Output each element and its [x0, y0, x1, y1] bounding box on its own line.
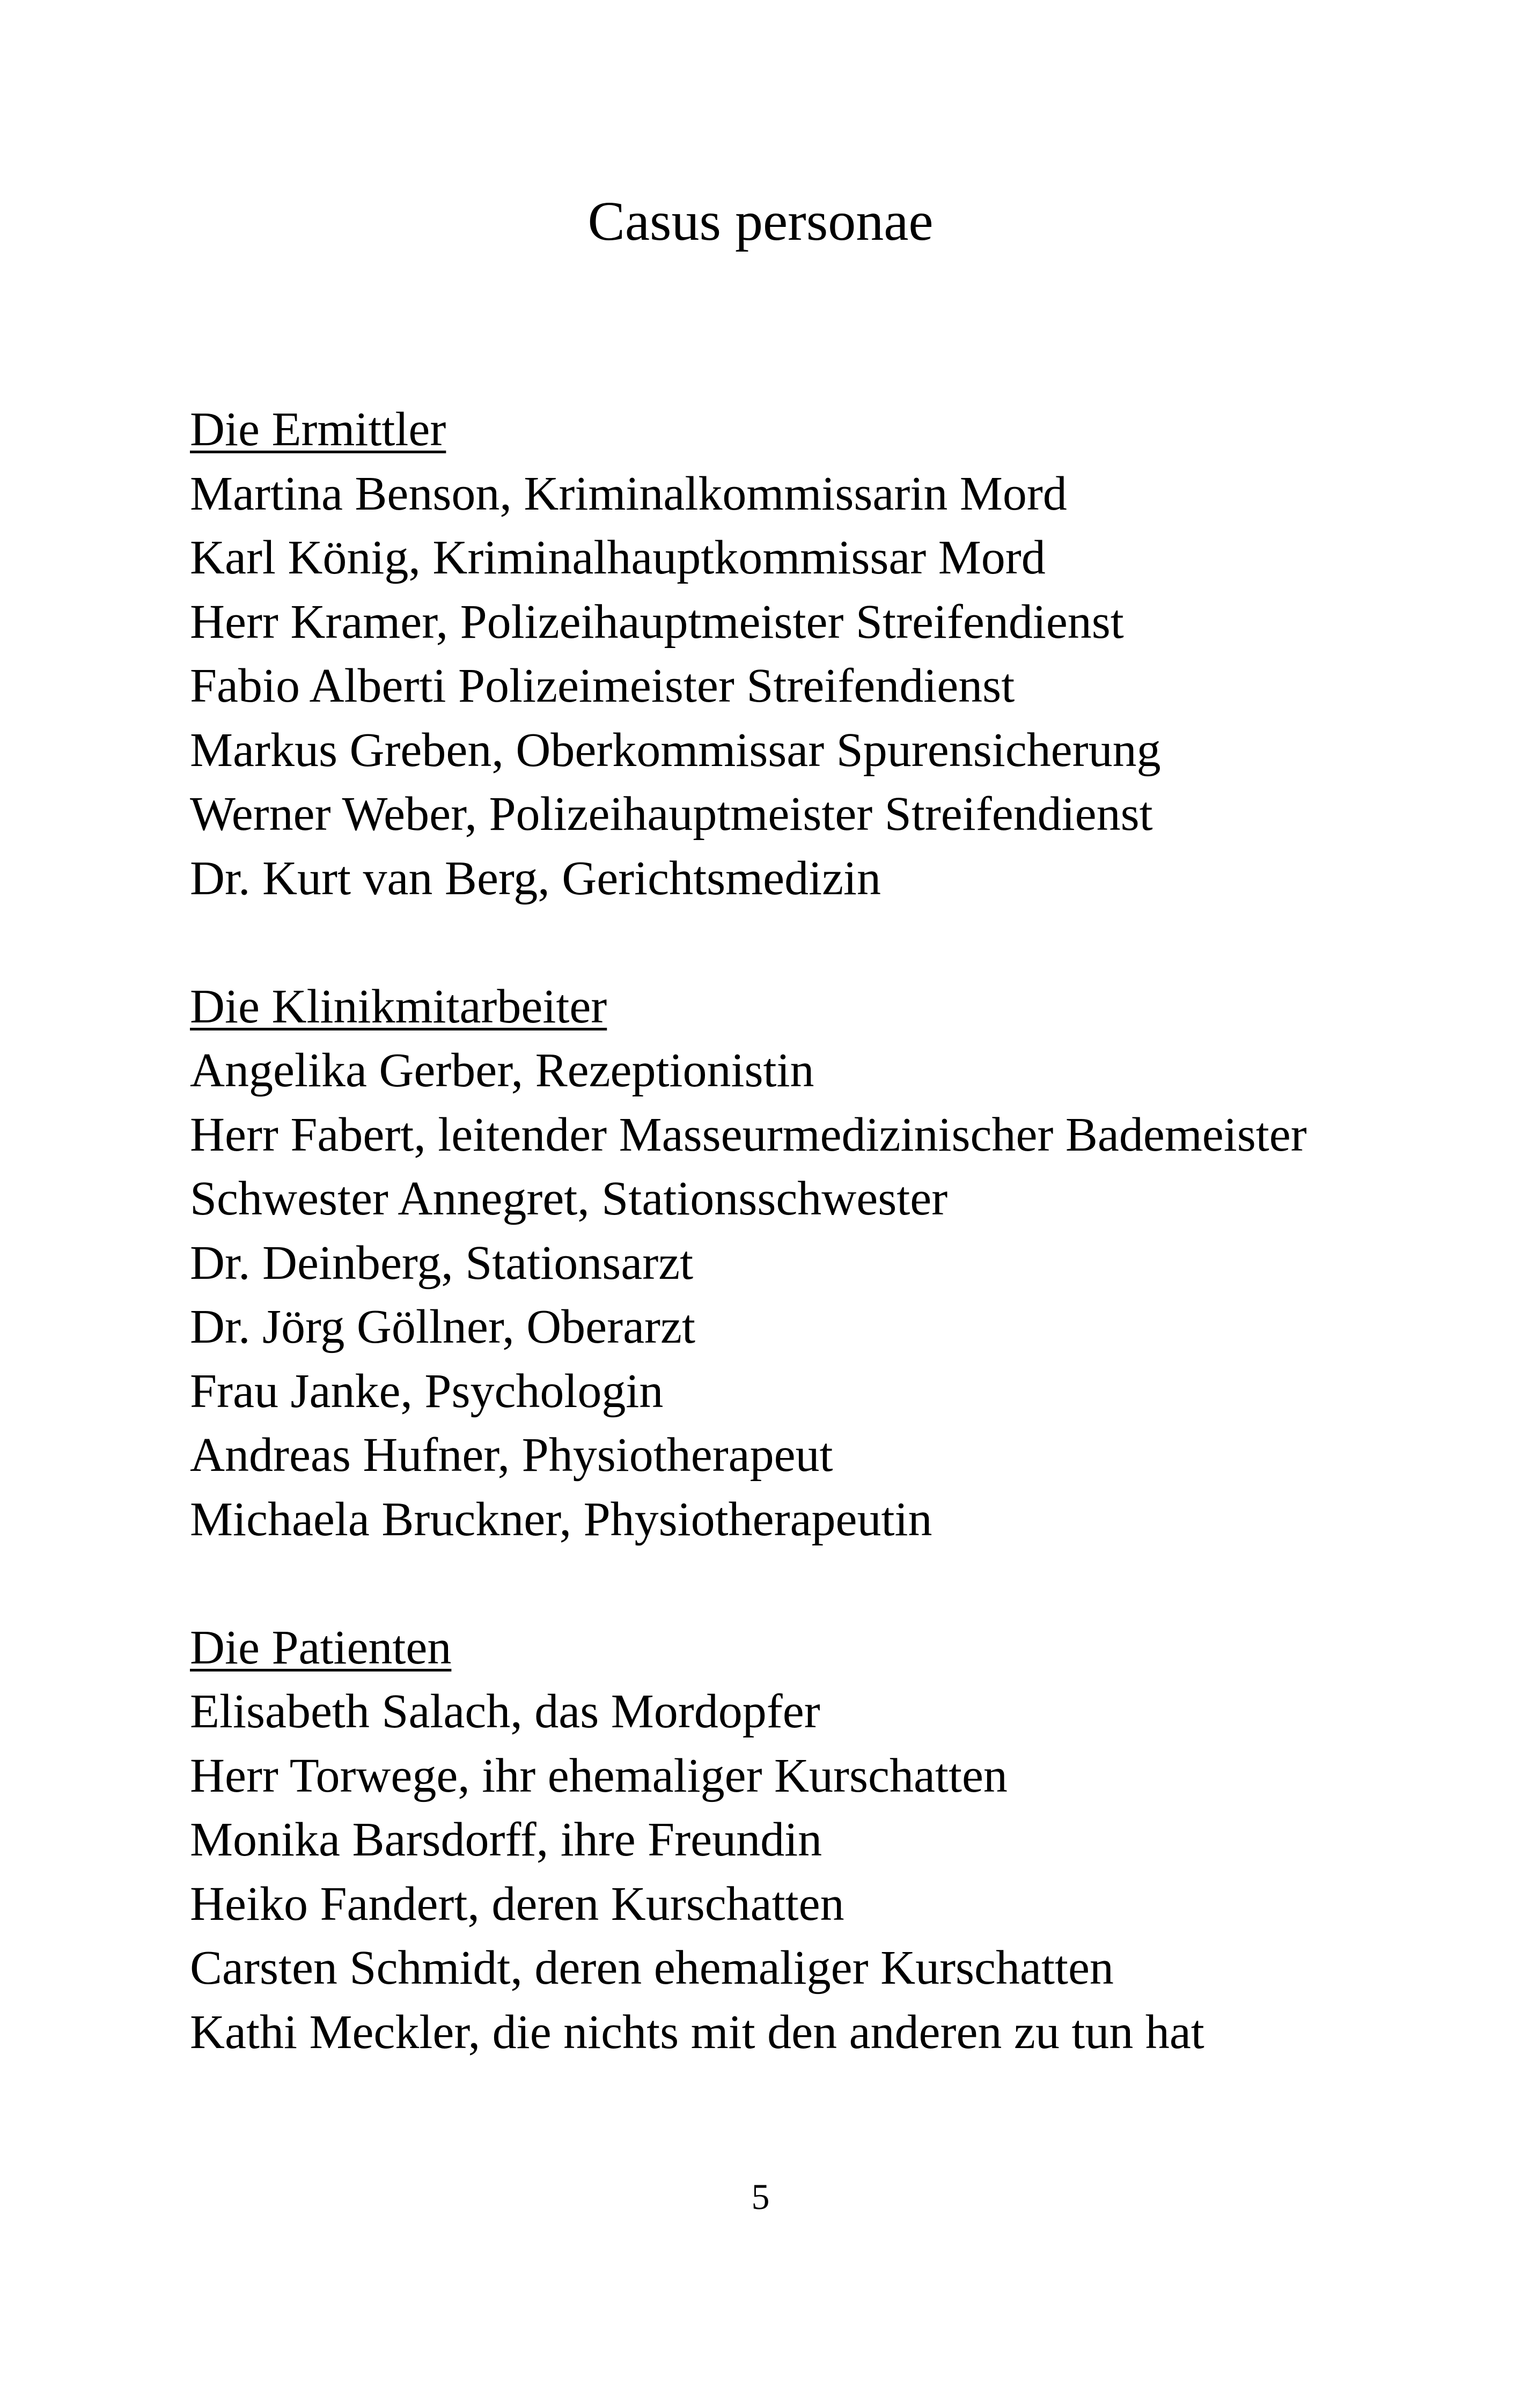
- cast-list: [190, 397, 1424, 2129]
- cast-entry: Dr. Deinberg, Stationsarzt: [190, 1236, 694, 1290]
- section-heading: Die Ermittler: [190, 403, 446, 456]
- cast-entry: Herr Torwege, ihr ehemaliger Kurschatten: [190, 1749, 1008, 1802]
- page-number: 5: [751, 2176, 770, 2217]
- cast-entry: Schwester Annegret, Stationsschwester: [190, 1172, 948, 1225]
- cast-entry: Frau Janke, Psychologin: [190, 1364, 664, 1418]
- cast-entry: Markus Greben, Oberkommissar Spurensicherung: [190, 723, 1161, 777]
- cast-entry: Michaela Bruckner, Physiotherapeutin: [190, 1492, 932, 1546]
- cast-entry: Karl König, Kriminalhauptkommissar Mord: [190, 531, 1046, 584]
- cast-entry: Dr. Jörg Göllner, Oberarzt: [190, 1300, 695, 1353]
- cast-entry: Monika Barsdorff, ihre Freundin: [190, 1813, 822, 1866]
- cast-entry: Fabio Alberti Polizeimeister Streifendienst: [190, 659, 1015, 712]
- cast-entry: Dr. Kurt van Berg, Gerichtsmedizin: [190, 851, 881, 905]
- section-heading: Die Patienten: [190, 1621, 452, 1674]
- cast-entry: Kathi Meckler, die nichts mit den anderen zu tun hat: [190, 2005, 1204, 2059]
- cast-entry: Angelika Gerber, Rezeptionistin: [190, 1044, 814, 1097]
- cast-entry: Martina Benson, Kriminalkommissarin Mord: [190, 467, 1067, 520]
- section-investigators: [190, 397, 1424, 910]
- cast-entry: Heiko Fandert, deren Kurschatten: [190, 1877, 844, 1931]
- cast-entry: Herr Fabert, leitender Masseurmedizinischer Bademeister: [190, 1108, 1307, 1161]
- cast-entry: Carsten Schmidt, deren ehemaliger Kurschatten: [190, 1941, 1114, 1994]
- cast-entry: Werner Weber, Polizeihauptmeister Streifendienst: [190, 787, 1153, 841]
- section-clinic-staff: [190, 975, 1424, 1552]
- cast-entry: Herr Kramer, Polizeihauptmeister Streifendienst: [190, 595, 1124, 649]
- section-heading: Die Klinikmitarbeiter: [190, 980, 607, 1033]
- cast-entry: Andreas Hufner, Physiotherapeut: [190, 1428, 833, 1482]
- cast-entry: Elisabeth Salach, das Mordopfer: [190, 1685, 820, 1738]
- section-patients: [190, 1616, 1424, 2065]
- page-title: Casus personae: [587, 190, 934, 252]
